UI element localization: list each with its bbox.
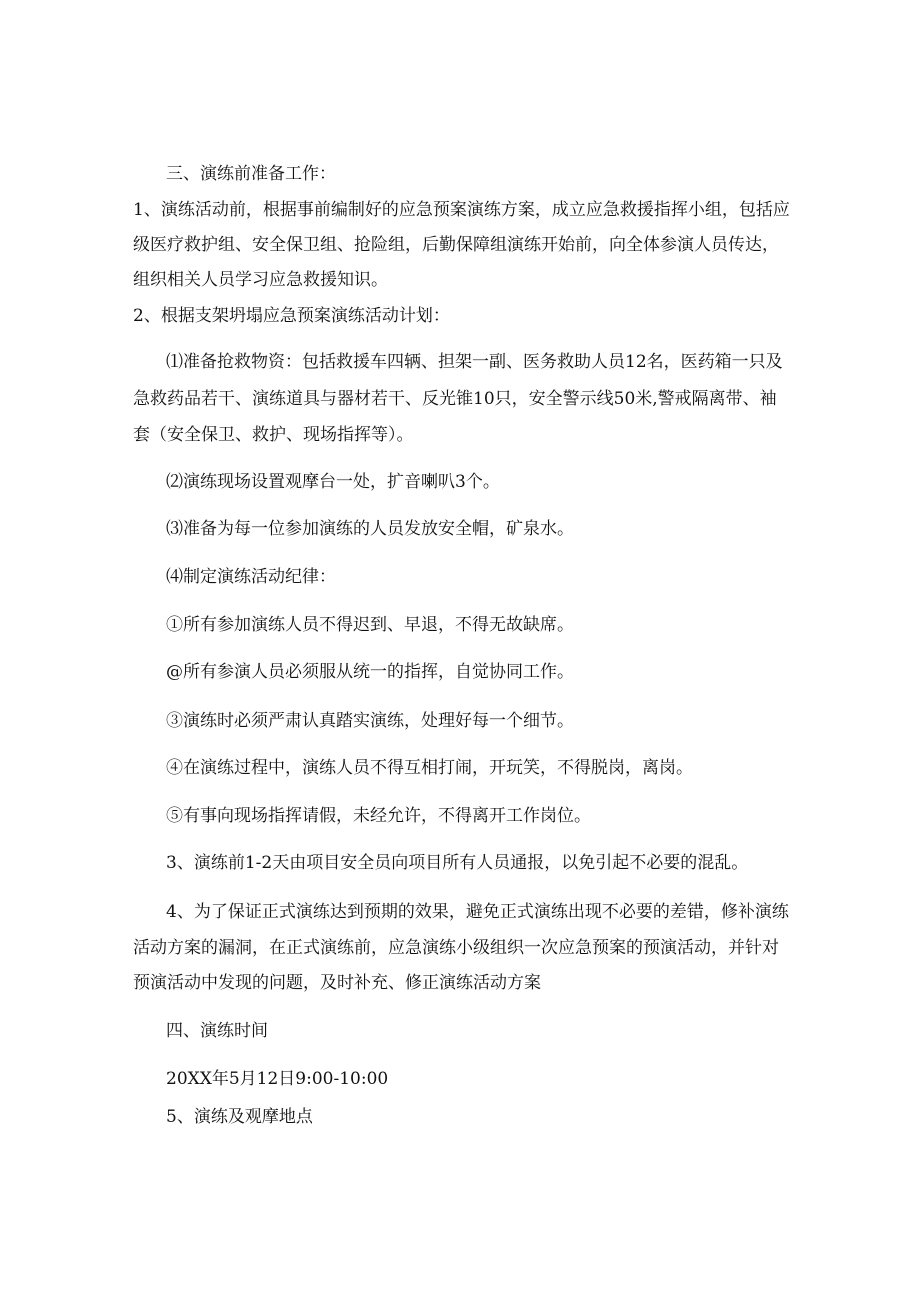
paragraph-1-line-3: 组织相关人员学习应急救援知识。 bbox=[133, 270, 388, 290]
item-1-line-2: 急救药品若干、演练道具与器材若干、反光锥10只，安全警示线50米,警戒隔离带、袖 bbox=[133, 389, 777, 409]
section-3-title: 三、演练前准备工作： bbox=[166, 164, 336, 184]
paragraph-4-line-3: 预演活动中发现的问题，及时补充、修正演练活动方案 bbox=[133, 973, 541, 993]
rule-4: ④在演练过程中，演练人员不得互相打闹，开玩笑，不得脱岗，离岗。 bbox=[166, 758, 693, 778]
item-4: ⑷制定演练活动纪律： bbox=[166, 567, 336, 587]
paragraph-4-line-2: 活动方案的漏洞，在正式演练前，应急演练小级组织一次应急预案的预演活动，并针对 bbox=[133, 938, 779, 958]
item-2: ⑵演练现场设置观摩台一处，扩音喇叭3个。 bbox=[166, 472, 500, 492]
paragraph-2: 2、根据支架坍塌应急预案演练活动计划： bbox=[133, 306, 450, 326]
section-5-title: 5、演练及观摩地点 bbox=[166, 1107, 313, 1127]
drill-time-value: 20XX年5月12日9:00-10:00 bbox=[166, 1069, 389, 1089]
paragraph-4-line-1: 4、为了保证正式演练达到预期的效果，避免正式演练出现不必要的差错，修补演练 bbox=[166, 902, 789, 922]
item-1-line-1: ⑴准备抢救物资：包括救援车四辆、担架一副、医务救助人员12名，医药箱一只及 bbox=[166, 352, 783, 372]
item-1-line-3: 套（安全保卫、救护、现场指挥等）。 bbox=[133, 425, 414, 445]
section-4-title: 四、演练时间 bbox=[166, 1021, 268, 1041]
rule-3: ③演练时必须严肃认真踏实演练，处理好每一个细节。 bbox=[166, 711, 574, 731]
paragraph-1-line-1: 1、演练活动前，根据事前编制好的应急预案演练方案，成立应急救援指挥小组，包括应 bbox=[133, 200, 790, 220]
paragraph-1-line-2: 级医疗救护组、安全保卫组、抢险组，后勤保障组演练开始前，向全体参演人员传达， bbox=[133, 235, 779, 255]
rule-2: @所有参演人员必须服从统一的指挥，自觉协同工作。 bbox=[166, 662, 574, 682]
rule-5: ⑤有事向现场指挥请假，未经允许，不得离开工作岗位。 bbox=[166, 806, 591, 826]
paragraph-3: 3、演练前1-2天由项目安全员向项目所有人员通报，以免引起不必要的混乱。 bbox=[166, 853, 749, 873]
item-3: ⑶准备为每一位参加演练的人员发放安全帽，矿泉水。 bbox=[166, 519, 574, 539]
rule-1: ①所有参加演练人员不得迟到、早退，不得无故缺席。 bbox=[166, 615, 574, 635]
